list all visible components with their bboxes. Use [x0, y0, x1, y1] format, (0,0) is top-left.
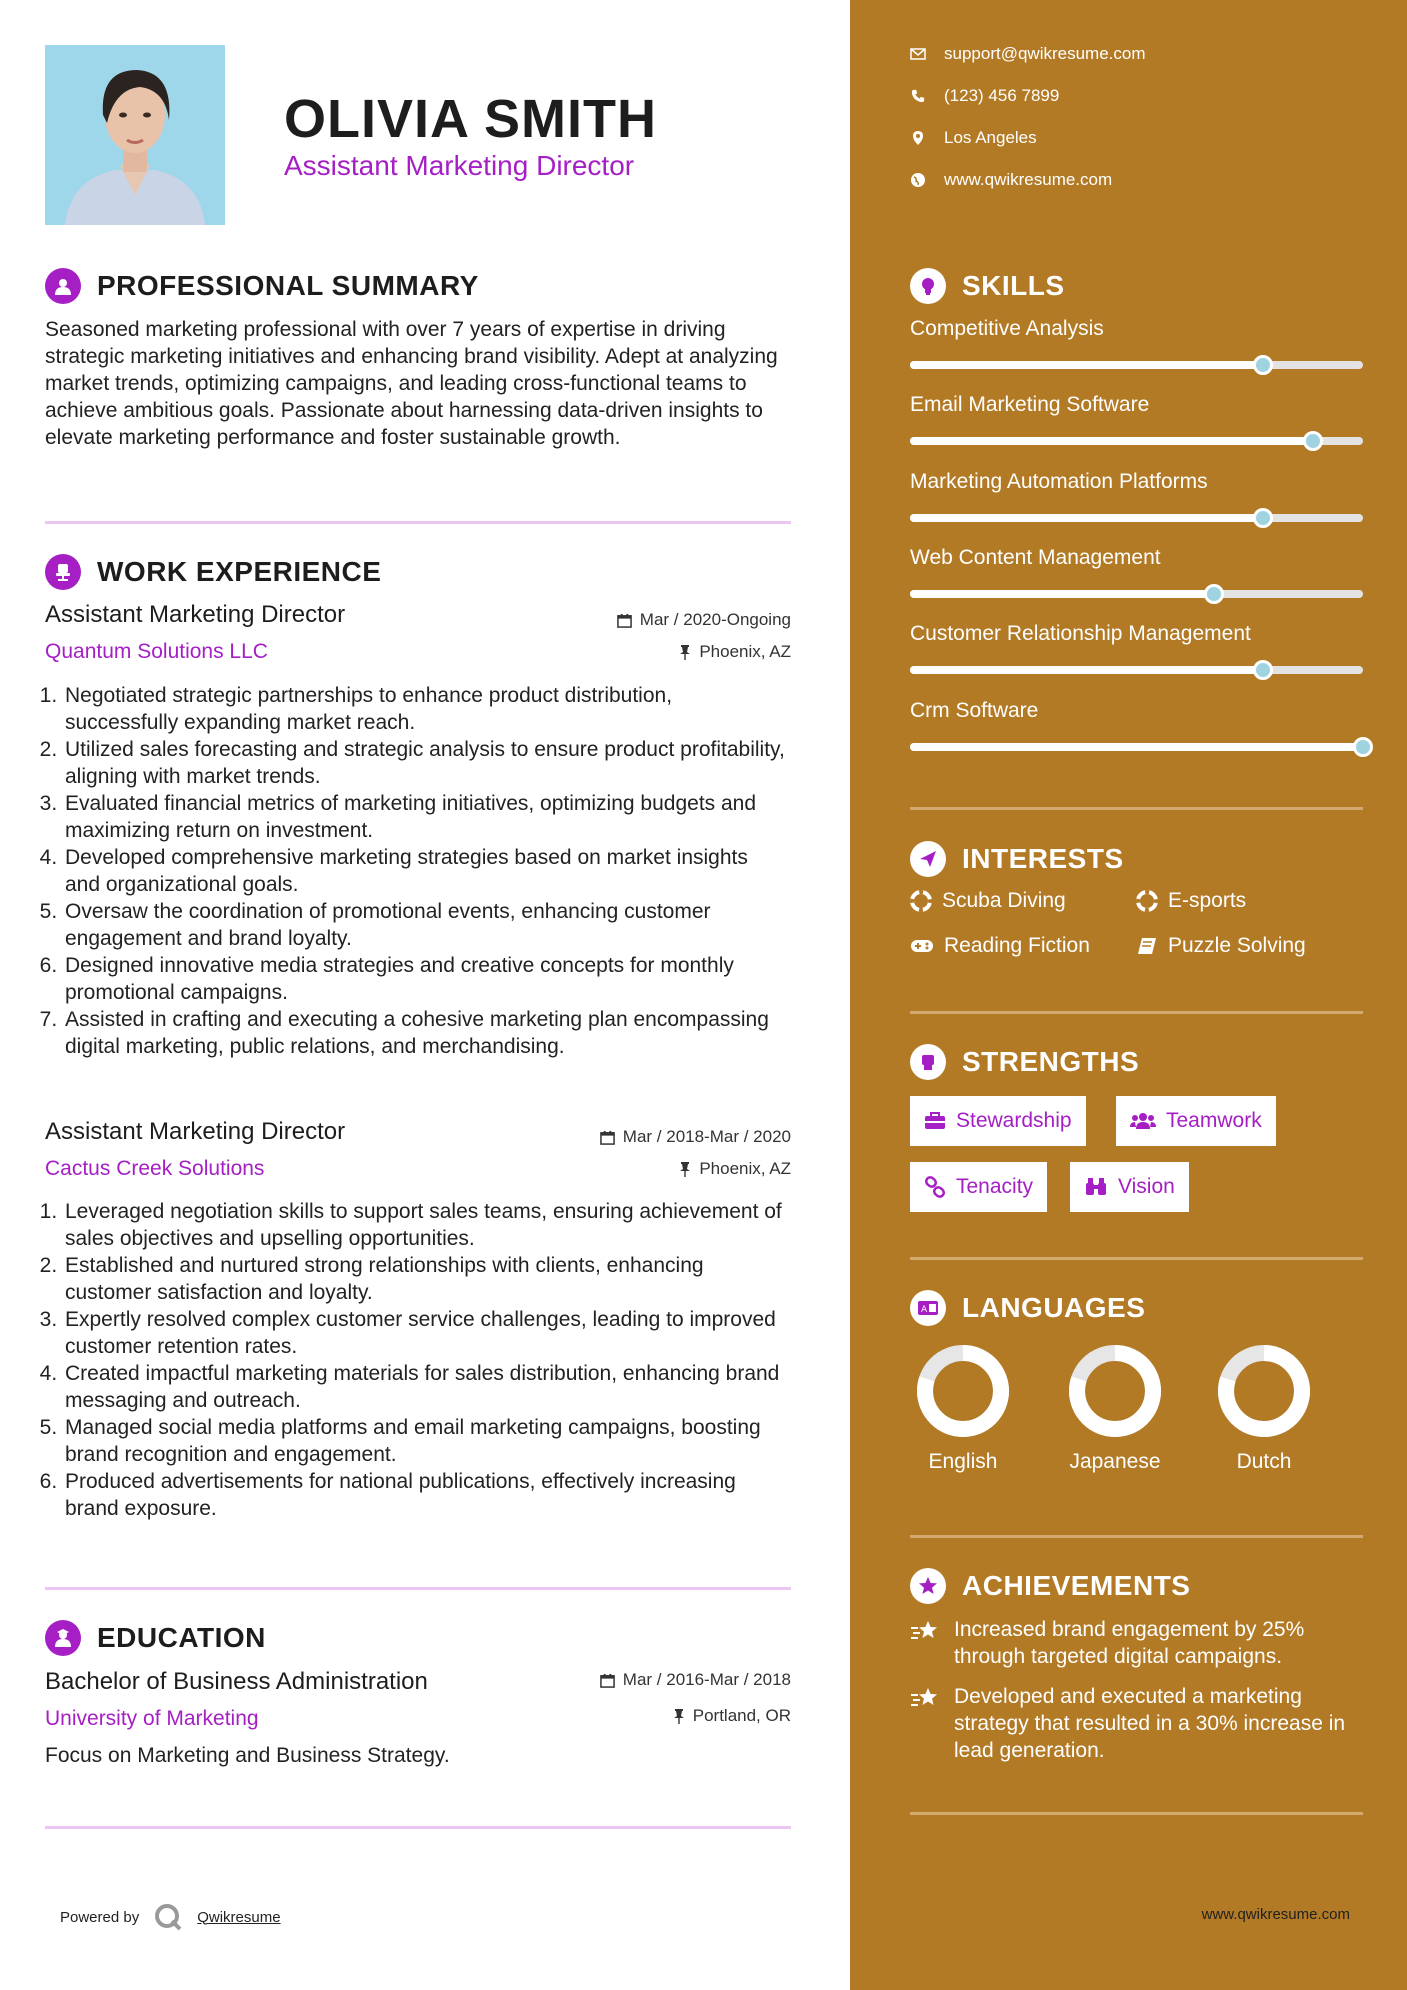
- phone-text: (123) 456 7899: [944, 86, 1060, 105]
- education-heading: [45, 1620, 266, 1656]
- briefcase-icon: [924, 1112, 946, 1130]
- contact-email: [910, 44, 1146, 64]
- education-title: EDUCATION: [97, 1622, 266, 1653]
- language-ring-icon: [1068, 1344, 1162, 1438]
- powered-by: [60, 1902, 281, 1932]
- skill-bar: [910, 666, 1363, 674]
- language-ring-icon: [1217, 1344, 1311, 1438]
- list-item: 6. Produced advertisements for national publications, effectively increasing brand exposure.: [63, 1468, 785, 1522]
- qwikresume-logo-icon: [153, 1902, 183, 1932]
- skills-title: SKILLS: [962, 270, 1065, 301]
- job-dates-text: Mar / 2020-Ongoing: [639, 610, 791, 629]
- strength-label: Teamwork: [1166, 1109, 1262, 1132]
- skills-heading: [910, 268, 1065, 304]
- contact-website: [910, 170, 1112, 190]
- life-ring-icon: [910, 890, 932, 912]
- list-item: 5. Managed social media platforms and email marketing campaigns, boosting brand recognition and engagement.: [63, 1414, 785, 1468]
- life-ring-icon: [1136, 890, 1158, 912]
- summary-text: Seasoned marketing professional with over 7 years of expertise in driving strategic marketing initiatives and enhancing brand visibility. Adept at analyzing market trends, optimizing campaigns, and leading cross-functional teams to achieve ambitious goals. Passionate about harnessing data-driven insights to elevate marketing performance and foster sustainable growth.: [45, 318, 778, 449]
- gamepad-icon: [910, 938, 934, 954]
- fist-icon: [910, 1044, 946, 1080]
- language-ring-icon: [916, 1344, 1010, 1438]
- skill-knob: [1204, 584, 1224, 604]
- divider: [910, 1257, 1363, 1260]
- education-description: Focus on Marketing and Business Strategy.: [45, 1744, 450, 1767]
- website-text[interactable]: www.qwikresume.com: [944, 170, 1113, 189]
- interest-item: [910, 889, 1066, 913]
- job-location-text: Phoenix, AZ: [699, 642, 791, 661]
- strength-label: Tenacity: [956, 1175, 1034, 1198]
- achievements-title: ACHIEVEMENTS: [962, 1570, 1191, 1601]
- language-label: Japanese: [1069, 1450, 1161, 1473]
- list-item: 4. Developed comprehensive marketing strategies based on market insights and organizational goals.: [63, 844, 785, 898]
- job-title: Assistant Marketing Director: [45, 601, 346, 628]
- skill-fill: [910, 514, 1263, 522]
- interest-label: Reading Fiction: [944, 934, 1090, 957]
- divider: [910, 1011, 1363, 1014]
- skill-label: Marketing Automation Platforms: [910, 470, 1208, 493]
- book-icon: [1136, 936, 1158, 956]
- skill-fill: [910, 590, 1214, 598]
- pin-icon: [679, 1161, 691, 1177]
- skill-label: Customer Relationship Management: [910, 622, 1251, 645]
- email-icon: [910, 48, 926, 60]
- job-bullets: [45, 1198, 785, 1522]
- email-text[interactable]: support@qwikresume.com: [944, 44, 1146, 63]
- divider: [910, 807, 1363, 810]
- education-location-text: Portland, OR: [692, 1706, 791, 1725]
- list-item: 7. Assisted in crafting and executing a cohesive marketing plan encompassing digital marketing, public relations, and merchandising.: [63, 1006, 785, 1060]
- skill-label: Competitive Analysis: [910, 317, 1104, 340]
- list-item: 3. Evaluated financial metrics of marketing initiatives, optimizing budgets and maximizing return on investment.: [63, 790, 785, 844]
- strengths-title: STRENGTHS: [962, 1046, 1140, 1077]
- achievement-text: Increased brand engagement by 25% through targeted digital campaigns.: [954, 1618, 1305, 1668]
- divider: [45, 1587, 791, 1590]
- strength-tag: [910, 1096, 1086, 1146]
- interests-heading: [910, 841, 1124, 877]
- languages-title: LANGUAGES: [962, 1292, 1146, 1323]
- achievement-item: [910, 1616, 1360, 1670]
- job-dates-text: Mar / 2018-Mar / 2020: [622, 1127, 791, 1146]
- summary-title: PROFESSIONAL SUMMARY: [97, 270, 479, 301]
- interest-item: [1136, 889, 1246, 913]
- education-location: [673, 1706, 791, 1726]
- globe-icon: [910, 172, 926, 188]
- interest-label: E-sports: [1168, 889, 1247, 912]
- language-label: Dutch: [1236, 1450, 1292, 1473]
- divider: [45, 1826, 791, 1829]
- location-pin-icon: [910, 130, 926, 146]
- job-bullets: [45, 682, 785, 1060]
- link-icon: [924, 1176, 946, 1198]
- qwikresume-link[interactable]: Qwikresume: [197, 1908, 281, 1926]
- calendar-icon: [600, 1673, 615, 1688]
- language-item: [1060, 1344, 1170, 1474]
- skill-label: Crm Software: [910, 699, 1039, 722]
- shooting-star-icon: [910, 1618, 942, 1644]
- language-label: English: [928, 1450, 998, 1473]
- candidate-name: OLIVIA SMITH: [284, 89, 657, 149]
- calendar-icon: [617, 613, 632, 628]
- list-item: 5. Oversaw the coordination of promotional events, enhancing customer engagement and brand loyalty.: [63, 898, 785, 952]
- pin-icon: [679, 644, 691, 660]
- list-item: 2. Utilized sales forecasting and strategic analysis to ensure product profitability, aligning with market trends.: [63, 736, 785, 790]
- star-icon: [910, 1568, 946, 1604]
- contact-phone: [910, 86, 1059, 106]
- list-item: 1. Negotiated strategic partnerships to enhance product distribution, successfully expanding market reach.: [63, 682, 785, 736]
- users-icon: [1130, 1112, 1156, 1130]
- candidate-role: Assistant Marketing Director: [284, 150, 635, 181]
- translate-icon: [910, 1290, 946, 1326]
- calendar-icon: [600, 1130, 615, 1145]
- achievement-item: [910, 1683, 1360, 1764]
- skill-bar: [910, 514, 1363, 522]
- divider: [910, 1535, 1363, 1538]
- list-item: 2. Established and nurtured strong relationships with clients, enhancing customer satisfaction and loyalty.: [63, 1252, 785, 1306]
- strength-tag: [1070, 1162, 1189, 1212]
- achievement-text: Developed and executed a marketing strategy that resulted in a 30% increase in lead generation.: [954, 1685, 1346, 1762]
- profile-photo: [45, 45, 225, 225]
- skill-label: Web Content Management: [910, 546, 1161, 569]
- graduate-icon: [45, 1620, 81, 1656]
- footer-url[interactable]: www.qwikresume.com: [1201, 1906, 1350, 1923]
- summary-heading: [45, 268, 479, 304]
- education-dates-text: Mar / 2016-Mar / 2018: [622, 1670, 791, 1689]
- contact-location: [910, 128, 1037, 148]
- office-chair-icon: [45, 554, 81, 590]
- strengths-heading: [910, 1044, 1139, 1080]
- paper-plane-icon: [910, 841, 946, 877]
- skill-bar: [910, 361, 1363, 369]
- interests-title: INTERESTS: [962, 843, 1124, 874]
- interest-label: Puzzle Solving: [1168, 934, 1306, 957]
- job-dates: [600, 1127, 791, 1147]
- divider: [45, 521, 791, 524]
- interest-item: [1136, 934, 1306, 958]
- interest-label: Scuba Diving: [942, 889, 1066, 912]
- interest-item: [910, 934, 1090, 958]
- user-icon: [45, 268, 81, 304]
- skill-bar: [910, 437, 1363, 445]
- binoculars-icon: [1084, 1177, 1108, 1197]
- skill-knob: [1353, 737, 1373, 757]
- school-name: University of Marketing: [45, 1707, 259, 1730]
- location-text: Los Angeles: [944, 128, 1037, 147]
- degree: Bachelor of Business Administration: [45, 1668, 428, 1695]
- skill-fill: [910, 437, 1313, 445]
- divider: [910, 1812, 1363, 1815]
- language-item: [908, 1344, 1018, 1474]
- language-item: [1209, 1344, 1319, 1474]
- list-item: 1. Leveraged negotiation skills to support sales teams, ensuring achievement of sales objectives and upselling opportunities.: [63, 1198, 785, 1252]
- job-location: [679, 642, 791, 662]
- skill-fill: [910, 743, 1363, 751]
- skill-fill: [910, 361, 1263, 369]
- list-item: 3. Expertly resolved complex customer service challenges, leading to improved customer retention rates.: [63, 1306, 785, 1360]
- job-title: Assistant Marketing Director: [45, 1118, 346, 1145]
- list-item: 6. Designed innovative media strategies and creative concepts for monthly promotional campaigns.: [63, 952, 785, 1006]
- strength-label: Stewardship: [956, 1109, 1072, 1132]
- strength-tag: [1116, 1096, 1276, 1146]
- job-dates: [617, 610, 791, 630]
- experience-heading: [45, 554, 381, 590]
- shooting-star-icon: [910, 1685, 942, 1711]
- job-location: [679, 1159, 791, 1179]
- strength-tag: [910, 1162, 1047, 1212]
- company-name: Cactus Creek Solutions: [45, 1157, 265, 1180]
- company-name: Quantum Solutions LLC: [45, 640, 268, 663]
- strength-label: Vision: [1118, 1175, 1175, 1198]
- skill-bar: [910, 590, 1363, 598]
- pin-icon: [673, 1708, 685, 1724]
- powered-by-label: Powered by: [60, 1908, 140, 1926]
- experience-title: WORK EXPERIENCE: [97, 556, 382, 587]
- job-location-text: Phoenix, AZ: [699, 1159, 791, 1178]
- education-dates: [600, 1670, 791, 1690]
- lightbulb-icon: [910, 268, 946, 304]
- phone-icon: [910, 89, 926, 103]
- skill-label: Email Marketing Software: [910, 393, 1150, 416]
- languages-heading: [910, 1290, 1145, 1326]
- list-item: 4. Created impactful marketing materials for sales distribution, enhancing brand messaging and outreach.: [63, 1360, 785, 1414]
- svg-text:A: A: [921, 1305, 928, 1315]
- skill-fill: [910, 666, 1263, 674]
- achievements-heading: [910, 1568, 1190, 1604]
- skill-bar: [910, 743, 1363, 751]
